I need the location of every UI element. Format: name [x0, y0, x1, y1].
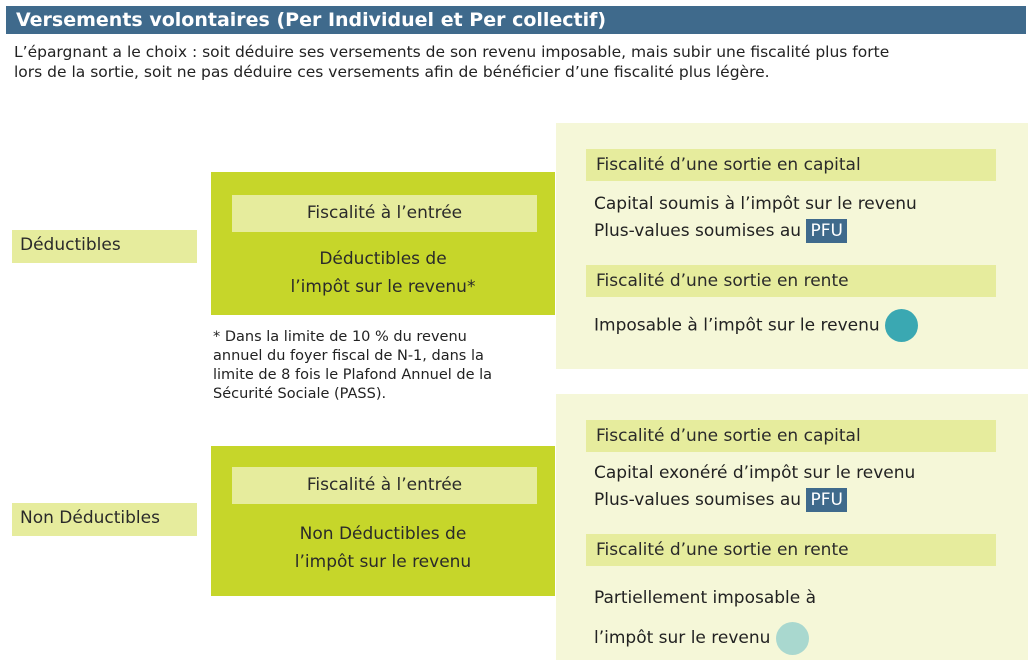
pfu-badge: PFU	[806, 219, 846, 243]
deductible-entry-title: Fiscalité à l’entrée	[232, 195, 537, 232]
non-deductible-rente-line-1: Partiellement imposable à	[594, 588, 817, 608]
deductible-capital-header: Fiscalité d’une sortie en capital	[586, 149, 996, 181]
intro-line-2: lors de la sortie, soit ne pas déduire ces versements afin de bénéficier d’une fiscalité plus légère.	[14, 63, 770, 81]
non-deductible-entry-title: Fiscalité à l’entrée	[232, 467, 537, 504]
deductible-entry-box	[211, 172, 555, 315]
deductible-capital-text	[594, 191, 1014, 245]
non-deductible-rente-line-2-wrap	[594, 618, 1014, 658]
non-deductible-capital-header: Fiscalité d’une sortie en capital	[586, 420, 996, 452]
deductible-capital-line-2	[594, 218, 1014, 245]
deductible-capital-line-1: Capital soumis à l’impôt sur le revenu	[594, 194, 917, 214]
teal-dot-icon	[885, 309, 918, 342]
deductible-entry-text	[211, 245, 555, 301]
non-deductible-entry-line-2: l’impôt sur le revenu	[294, 552, 472, 572]
deductible-rente-line-1: Imposable à l’impôt sur le revenu	[594, 315, 880, 336]
non-deductible-rente-header: Fiscalité d’une sortie en rente	[586, 534, 996, 566]
footnote-line-2: annuel du foyer fiscal de N-1, dans la	[213, 348, 484, 364]
page-title: Versements volontaires (Per Individuel et Per collectif)	[6, 6, 1026, 34]
pfu-badge: PFU	[806, 488, 846, 512]
non-deductible-capital-line-2-text: Plus-values soumises au	[594, 490, 802, 510]
non-deductible-capital-line-1: Capital exonéré d’impôt sur le revenu	[594, 463, 916, 483]
non-deductible-exit-panel	[556, 394, 1028, 660]
deductible-entry-line-2: l’impôt sur le revenu*	[290, 277, 476, 297]
footnote-line-4: Sécurité Sociale (PASS).	[213, 386, 387, 402]
footnote-line-3: limite de 8 fois le Plafond Annuel de la	[213, 367, 493, 383]
deductible-capital-line-2-text: Plus-values soumises au	[594, 221, 802, 241]
light-teal-dot-icon	[776, 622, 809, 655]
deductible-entry-line-1: Déductibles de	[319, 249, 447, 269]
footnote	[213, 328, 549, 404]
deductible-rente-header: Fiscalité d’une sortie en rente	[586, 265, 996, 297]
intro-line-1: L’épargnant a le choix : soit déduire ses versements de son revenu imposable, mais subir une fiscalité plus forte	[14, 43, 890, 61]
deductible-exit-panel	[556, 123, 1028, 369]
non-deductible-rente-line-2: l’impôt sur le revenu	[594, 628, 771, 648]
non-deductible-label: Non Déductibles	[12, 503, 197, 536]
non-deductible-entry-box	[211, 446, 555, 596]
non-deductible-capital-line-2	[594, 487, 1014, 514]
deductible-rente-text	[594, 309, 1014, 342]
deductible-label: Déductibles	[12, 230, 197, 263]
non-deductible-rente-text	[594, 578, 1014, 658]
intro-text	[14, 42, 1024, 82]
non-deductible-capital-text	[594, 460, 1014, 514]
non-deductible-entry-line-1: Non Déductibles de	[299, 524, 467, 544]
non-deductible-entry-text	[211, 520, 555, 576]
footnote-line-1: * Dans la limite de 10 % du revenu	[213, 329, 467, 345]
